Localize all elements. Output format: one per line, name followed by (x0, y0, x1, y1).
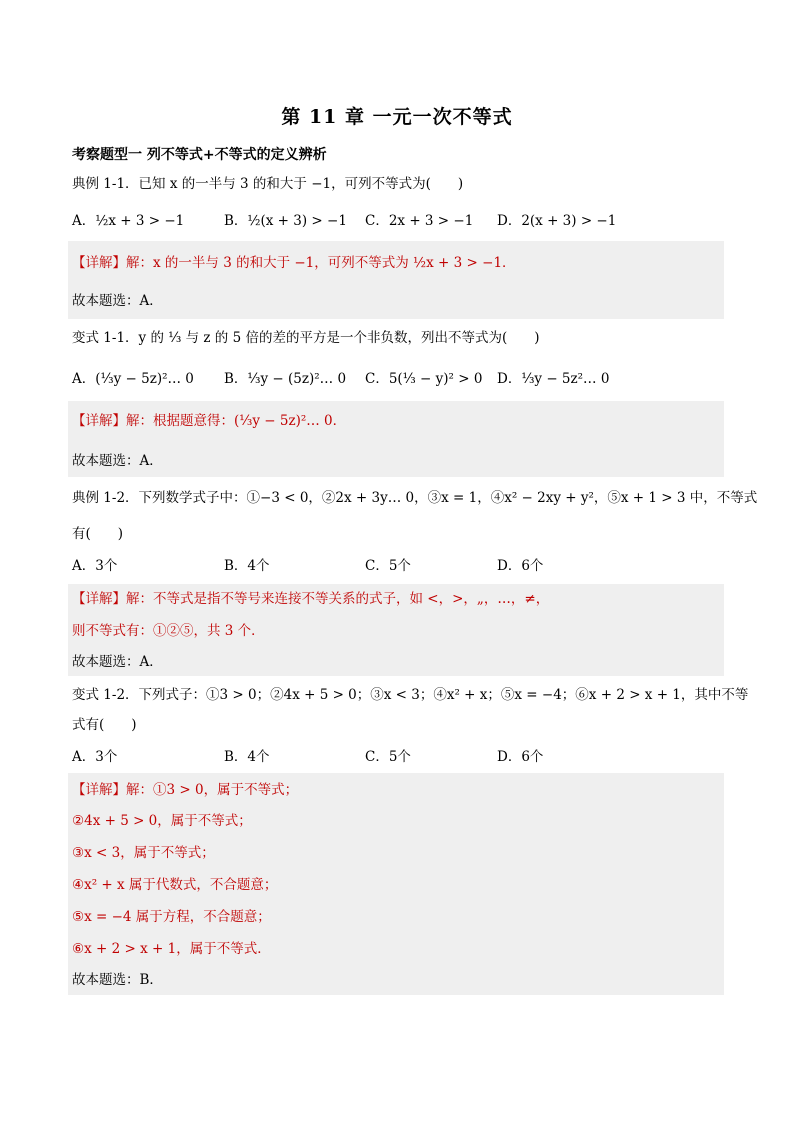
var2-answer: 故本题选：B． (72, 972, 163, 988)
ex2-option-c: C．5个 (365, 558, 411, 574)
detail-text: 解：x 的一半与 3 的和大于 −1，可列不等式为 ½x + 3 > −1． (126, 255, 516, 271)
detail-text: 解：不等式是指不等号来连接不等关系的式子，如 <，>，„，…，≠， (126, 591, 550, 607)
var1-question: 变式 1-1．y 的 ⅓ 与 z 的 5 倍的差的平方是一个非负数，列出不等式为( ) (72, 330, 540, 346)
var2-option-d: D．6个 (497, 749, 544, 765)
ex1-option-a: A．½x + 3 > −1 (72, 213, 185, 229)
var2-option-c: C．5个 (365, 749, 411, 765)
ex2-option-a: A．3个 (72, 558, 118, 574)
var1-option-b: B．⅓y − (5z)²… 0 (224, 371, 347, 387)
var2-detail-line6: ⑥x + 2 > x + 1，属于不等式． (72, 941, 271, 957)
var2-question-line2: 式有( ) (72, 717, 137, 733)
ex1-detail (72, 253, 516, 273)
var2-option-b: B．4个 (224, 749, 270, 765)
ex2-question-line2: 有( ) (72, 526, 124, 542)
var1-option-a: A．(⅓y − 5z)²… 0 (72, 371, 194, 387)
var1-option-c: C．5(⅓ − y)² > 0 (365, 371, 483, 387)
ex1-option-d: D．2(x + 3) > −1 (497, 213, 617, 229)
ex2-detail-line1 (72, 589, 549, 609)
ex1-answer: 故本题选：A． (72, 293, 163, 309)
ex2-detail-line2: 则不等式有：①②⑤，共 3 个． (72, 623, 265, 639)
var2-question-line1: 变式 1-2．下列式子：①3 > 0；②4x + 5 > 0；③x < 3；④x² + x；⑤x = −4；⑥x + 2 > x + 1，其中不等 (72, 687, 749, 703)
ex1-option-b: B．½(x + 3) > −1 (224, 213, 347, 229)
ex1-option-c: C．2x + 3 > −1 (365, 213, 474, 229)
var2-option-a: A．3个 (72, 749, 118, 765)
detail-text: 解：①3 > 0，属于不等式； (126, 782, 299, 798)
var2-detail-line3: ③x < 3，属于不等式； (72, 845, 215, 861)
ex2-answer: 故本题选：A． (72, 654, 163, 670)
detail-tag: 【详解】 (72, 591, 126, 607)
var2-detail-line5: ⑤x = −4 属于方程，不合题意； (72, 909, 271, 925)
detail-tag: 【详解】 (72, 255, 126, 271)
var1-option-d: D．⅓y − 5z²… 0 (497, 371, 610, 387)
detail-tag: 【详解】 (72, 782, 126, 798)
page-title: 第 11 章 一元一次不等式 (281, 106, 513, 128)
ex1-question: 典例 1-1．已知 x 的一半与 3 的和大于 −1，可列不等式为( ) (72, 176, 464, 192)
var2-detail-line1 (72, 780, 298, 800)
var1-detail (72, 411, 346, 431)
ex2-option-d: D．6个 (497, 558, 544, 574)
var2-detail-line4: ④x² + x 属于代数式，不合题意； (72, 877, 278, 893)
var1-answer: 故本题选：A． (72, 453, 163, 469)
section-heading: 考察题型一 列不等式+不等式的定义辨析 (72, 147, 327, 163)
detail-tag: 【详解】 (72, 413, 126, 429)
ex2-option-b: B．4个 (224, 558, 270, 574)
var2-detail-line2: ②4x + 5 > 0，属于不等式； (72, 813, 252, 829)
detail-text: 解：根据题意得：(⅓y − 5z)²… 0． (126, 413, 347, 429)
ex2-question-line1: 典例 1-2．下列数学式子中：①−3 < 0，②2x + 3y… 0，③x = 1，④x² − 2xy + y²，⑤x + 1 > 3 中，不等式 (72, 490, 758, 506)
